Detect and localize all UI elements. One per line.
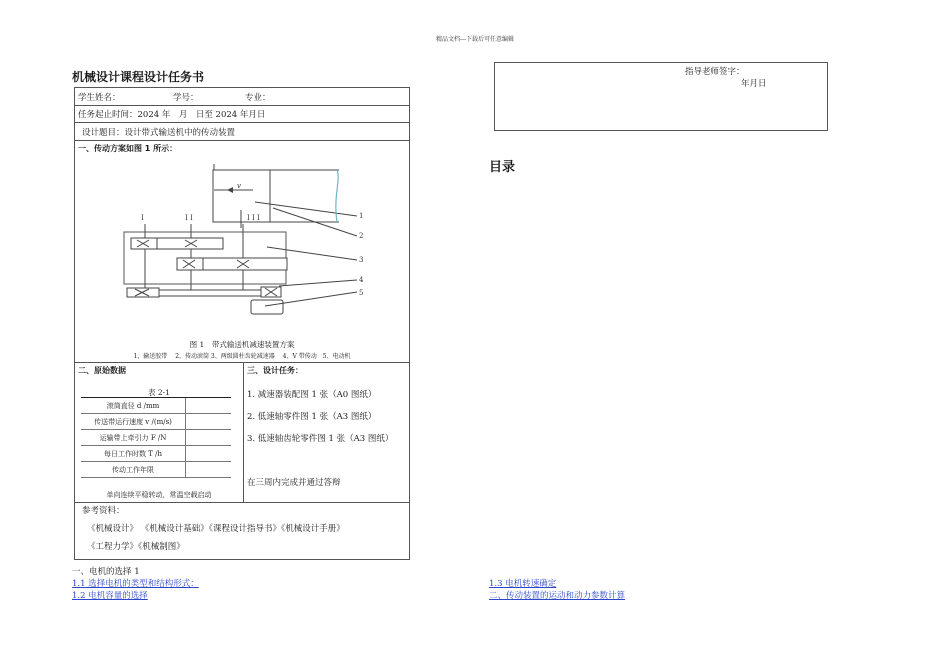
part-number-1: 1 xyxy=(359,212,364,220)
major-label: 专业： xyxy=(245,93,271,103)
task-form-table xyxy=(74,87,410,560)
table-note: 单向连续平稳转动，常温空载启动 xyxy=(106,491,212,499)
task-item: 3. 低速轴齿轮零件图 1 张（A3 图纸） xyxy=(247,434,394,444)
references-line-2: 《工程力学》《机械制图》 xyxy=(87,542,185,552)
shaft-label-3: I I I xyxy=(247,214,260,222)
table-row: 滚筒直径 d /mm xyxy=(81,398,231,414)
velocity-label: v xyxy=(237,182,241,190)
topic-text: 设计题目：设计带式输送机中的传动装置 xyxy=(82,128,236,138)
design-tasks-title: 三、设计任务： xyxy=(247,366,303,375)
toc-link-1-2[interactable]: 1.2 电机容量的选择 xyxy=(72,591,148,601)
signature-date: 年月日 xyxy=(741,79,767,89)
task-item: 1. 减速器装配图 1 张（A0 图纸） xyxy=(247,390,377,400)
period-row xyxy=(75,105,409,123)
references-label: 参考资料： xyxy=(82,506,125,516)
table-row: 传动工作年限 xyxy=(81,462,231,478)
parameter-table xyxy=(81,397,231,478)
scheme-section xyxy=(75,140,409,363)
toc-link-1-1[interactable]: 1.1 选择电机的类型和结构形式： xyxy=(72,579,199,589)
references-section xyxy=(75,502,409,560)
task-item: 2. 低速轴零件图 1 张（A3 图纸） xyxy=(247,412,377,422)
table-row: 运输带上牵引力 F /N xyxy=(81,430,231,446)
table-row: 传送带运行速度 v /(m/s) xyxy=(81,414,231,430)
signature-box xyxy=(494,62,828,131)
table-row: 每日工作时数 T /h xyxy=(81,446,231,462)
belt-break-mark xyxy=(336,170,338,222)
design-tasks-cell xyxy=(243,362,409,502)
scheme-section-title: 一、传动方案如图 1 所示： xyxy=(78,144,178,153)
toc-title: 目录 xyxy=(489,160,516,175)
original-data-title: 二、原始数据 xyxy=(78,366,126,375)
shaft-label-1: I xyxy=(141,214,144,222)
period-text: 任务起止时间：2024 年 月 日至 2024 年月日 xyxy=(78,110,266,120)
toc-item-chapter-1: 一、电机的选择 1 xyxy=(72,567,140,577)
toc-link-1-3[interactable]: 1.3 电机转速确定 xyxy=(489,579,557,589)
task-note: 在三周内完成并通过答辩 xyxy=(247,478,341,488)
shaft-label-2: I I xyxy=(185,214,193,222)
motor-shape xyxy=(251,300,283,314)
student-info-row xyxy=(75,88,409,106)
advisor-signature-label: 指导老师签字： xyxy=(685,67,745,77)
student-id-label: 学号： xyxy=(173,93,199,103)
table-caption: 表 2-1 xyxy=(148,388,170,397)
figure-caption: 图 1 带式输送机减速装置方案 xyxy=(189,340,295,349)
part-number-3: 3 xyxy=(359,256,364,264)
part-number-4: 4 xyxy=(359,276,364,284)
original-data-cell xyxy=(75,362,244,502)
references-line-1: 《机械设计》 《机械设计基础》《课程设计指导书》《机械设计手册》 xyxy=(87,524,345,534)
figure-legend: 1、输送胶带 2、传动滚筒 3、两级圆柱齿轮减速器 4、V 带传动 5、电动机 xyxy=(133,353,351,360)
transmission-diagram xyxy=(75,140,409,362)
header-note: 精品文档---下载后可任意编辑 xyxy=(435,36,515,43)
document-title: 机械设计课程设计任务书 xyxy=(72,70,205,84)
topic-row xyxy=(75,122,409,141)
toc-link-chapter-2[interactable]: 二、传动装置的运动和动力参数计算 xyxy=(489,591,626,601)
data-tasks-row xyxy=(75,362,409,503)
student-name-label: 学生姓名： xyxy=(78,93,121,103)
part-number-2: 2 xyxy=(359,232,364,240)
part-number-5: 5 xyxy=(359,289,364,297)
